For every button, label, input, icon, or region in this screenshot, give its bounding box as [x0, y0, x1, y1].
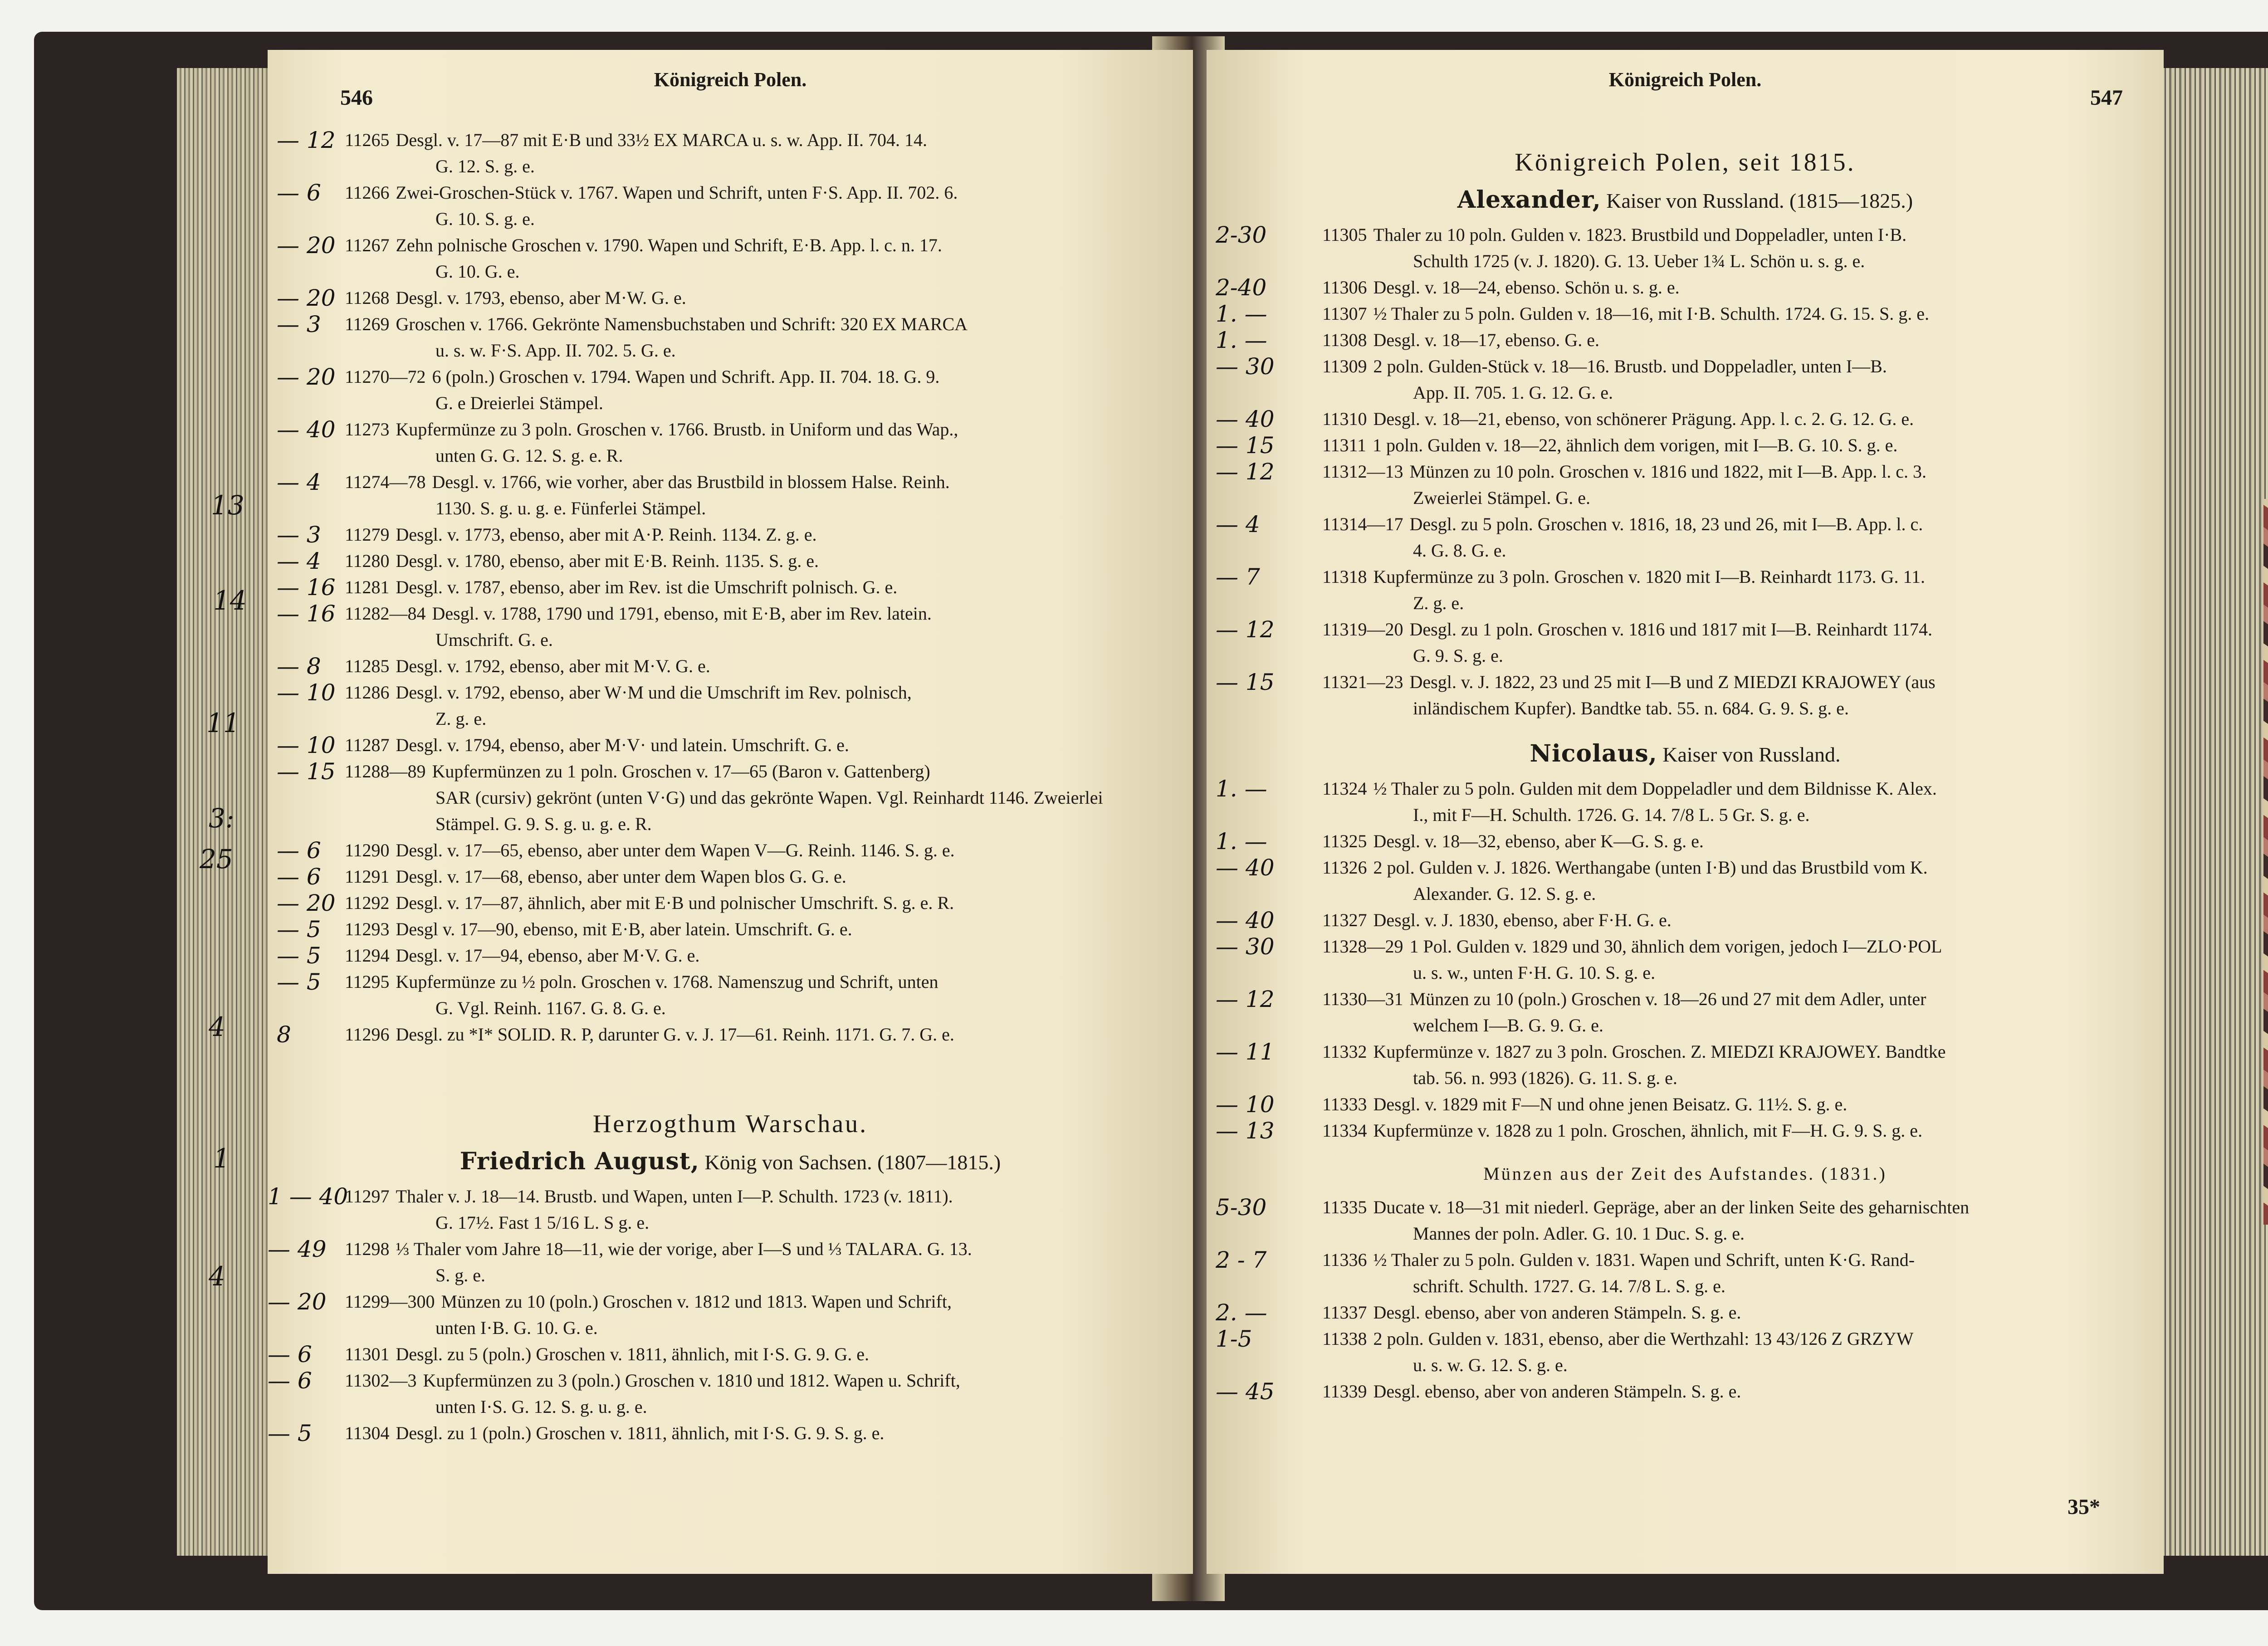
catalog-entry — [268, 1420, 1193, 1446]
entry-continuation: G. Vgl. Reinh. 1167. G. 8. G. e. — [435, 998, 666, 1018]
entry-continuation: I., mit F—H. Schulth. 1726. G. 14. 7/8 L. 5 Gr. S. g. e. — [1413, 805, 1810, 825]
entry-description: Desgl. zu *I* SOLID. R. P, darunter G. v. J. 17—61. Reinh. 1171. G. 7. G. e. — [396, 1024, 954, 1045]
lot-number: 11296 — [345, 1024, 390, 1045]
margin-note: 25 — [200, 844, 233, 874]
handwritten-price: — 15 — [1216, 432, 1275, 459]
ruler-title: König von Sachsen. (1807—1815.) — [704, 1151, 1001, 1174]
catalog-entry — [268, 864, 1193, 890]
entry-description: Desgl. v. 17—87 mit E·B und 33½ EX MARCA u. s. w. App. II. 704. 14. — [396, 130, 927, 150]
lot-number: 11304 — [345, 1423, 390, 1443]
ruler-heading-alexander — [1207, 186, 2164, 214]
entry-description: 6 (poln.) Groschen v. 1794. Wapen und Schrift. App. II. 704. 18. G. 9. — [432, 366, 940, 387]
catalog-entry — [268, 943, 1193, 969]
catalog-entry — [1207, 511, 2164, 564]
lot-number: 11268 — [345, 288, 390, 308]
catalog-entry — [268, 1289, 1193, 1341]
lot-number: 11335 — [1322, 1197, 1367, 1217]
entry-continuation: Z. g. e. — [1413, 593, 1464, 613]
lot-number: 11273 — [345, 419, 390, 440]
catalog-entry — [1207, 855, 2164, 907]
handwritten-price: — 40 — [1216, 406, 1275, 432]
lot-number: 11302—3 — [345, 1370, 417, 1391]
marbled-endpaper — [2263, 499, 2268, 1225]
catalog-entry — [268, 1368, 1193, 1420]
entry-description: Thaler zu 10 poln. Gulden v. 1823. Brustbild und Doppeladler, unten I·B. — [1373, 225, 1907, 245]
entry-description: 2 pol. Gulden v. J. 1826. Werthangabe (unten I·B) und das Brustbild vom K. — [1373, 857, 1928, 878]
lot-number: 11328—29 — [1322, 936, 1403, 957]
entry-continuation: unten I·B. G. 10. G. e. — [435, 1318, 598, 1338]
catalog-entry — [1207, 301, 2164, 327]
margin-note: 3: — [209, 803, 235, 834]
handwritten-price: — 10 — [277, 732, 336, 758]
entry-continuation: G. 9. S. g. e. — [1413, 645, 1503, 666]
entry-description: Kupfermünze zu ½ poln. Groschen v. 1768. Namenszug und Schrift, unten — [396, 972, 938, 992]
handwritten-price: — 3 — [277, 522, 321, 548]
margin-note: 4 — [209, 1011, 225, 1042]
catalog-entry — [268, 285, 1193, 311]
catalog-entry — [268, 1021, 1193, 1048]
lot-number: 11291 — [345, 866, 390, 887]
entry-continuation: G. 12. S. g. e. — [435, 156, 535, 176]
catalog-entry — [268, 653, 1193, 679]
catalog-entry — [268, 574, 1193, 601]
catalog-entry — [1207, 432, 2164, 459]
entry-description: ½ Thaler zu 5 poln. Gulden v. 18—16, mit I·B. Schulth. 1724. G. 15. S. g. e. — [1373, 303, 1929, 324]
lot-number: 11333 — [1322, 1094, 1367, 1114]
catalog-entry — [1207, 353, 2164, 406]
handwritten-price: — 12 — [277, 127, 336, 153]
handwritten-price: — 30 — [1216, 353, 1275, 380]
handwritten-price: — 6 — [277, 180, 321, 206]
lot-number: 11281 — [345, 577, 390, 597]
entry-continuation: welchem I—B. G. 9. G. e. — [1413, 1015, 1603, 1035]
catalog-entry — [1207, 907, 2164, 933]
entry-continuation: Umschrift. G. e. — [435, 630, 553, 650]
catalog-entry — [268, 311, 1193, 364]
entry-list-alexander — [1207, 222, 2164, 722]
section-title: Königreich Polen, seit 1815. — [1515, 148, 1856, 176]
handwritten-price: — 30 — [1216, 933, 1275, 960]
lot-number: 11311 — [1322, 435, 1367, 455]
entry-description: Desgl. ebenso, aber von anderen Stämpeln. S. g. e. — [1373, 1302, 1741, 1323]
catalog-entry — [1207, 1118, 2164, 1144]
entry-description: Desgl v. 17—90, ebenso, mit E·B, aber latein. Umschrift. G. e. — [396, 919, 852, 939]
catalog-entry — [268, 364, 1193, 416]
handwritten-price: — 40 — [1216, 855, 1275, 881]
entry-continuation: Z. g. e. — [435, 708, 487, 729]
entry-continuation: G. 17½. Fast 1 5/16 L. S g. e. — [435, 1212, 650, 1233]
entry-list-top — [268, 127, 1193, 1048]
catalog-entry — [1207, 222, 2164, 274]
entry-description: Desgl. zu 5 poln. Groschen v. 1816, 18, 23 und 26, mit I—B. App. l. c. — [1409, 514, 1923, 534]
lot-number: 11318 — [1322, 567, 1367, 587]
handwritten-price: — 4 — [277, 469, 321, 495]
page-number: 547 — [2090, 86, 2123, 110]
handwritten-price: — 5 — [277, 969, 321, 995]
catalog-entry — [1207, 459, 2164, 511]
entry-continuation: App. II. 705. 1. G. 12. G. e. — [1413, 382, 1613, 403]
lot-number: 11299—300 — [345, 1291, 435, 1312]
handwritten-price: — 20 — [277, 285, 336, 311]
lot-number: 11337 — [1322, 1302, 1367, 1323]
handwritten-price: 8 — [277, 1021, 291, 1048]
entry-description: ⅓ Thaler vom Jahre 18—11, wie der vorige, aber I—S und ⅓ TALARA. G. 13. — [396, 1239, 972, 1259]
handwritten-price: — 20 — [277, 232, 336, 259]
entry-continuation: inländischem Kupfer). Bandtke tab. 55. n. 684. G. 9. S. g. e. — [1413, 698, 1849, 718]
handwritten-price: — 16 — [277, 601, 336, 627]
lot-number: 11269 — [345, 314, 390, 334]
entry-description: Kupfermünzen zu 1 poln. Groschen v. 17—65 (Baron v. Gattenberg) — [432, 761, 930, 781]
catalog-entry — [1207, 1091, 2164, 1118]
entry-continuation: 1130. S. g. u. g. e. Fünferlei Stämpel. — [435, 498, 706, 518]
lot-number: 11321—23 — [1322, 672, 1403, 692]
catalog-entry — [268, 916, 1193, 943]
lot-number: 11334 — [1322, 1120, 1367, 1141]
lot-number: 11295 — [345, 972, 390, 992]
entry-continuation: Alexander. G. 12. S. g. e. — [1413, 884, 1596, 904]
margin-note: 14 — [213, 585, 247, 616]
entry-description: Desgl. v. J. 1830, ebenso, aber F·H. G. e. — [1373, 910, 1672, 930]
entry-description: Münzen zu 10 (poln.) Groschen v. 1812 und 1813. Wapen und Schrift, — [441, 1291, 952, 1312]
entry-description: Groschen v. 1766. Gekrönte Namensbuchstaben und Schrift: 320 EX MARCA — [396, 314, 968, 334]
entry-description: Münzen zu 10 poln. Groschen v. 1816 und 1822, mit I—B. App. l. c. 3. — [1409, 461, 1927, 482]
entry-description: Desgl. v. 17—68, ebenso, aber unter dem Wapen blos G. G. e. — [396, 866, 846, 887]
handwritten-price: — 10 — [1216, 1091, 1275, 1118]
entry-continuation: u. s. w., unten F·H. G. 10. S. g. e. — [1413, 962, 1656, 983]
lot-number: 11292 — [345, 893, 390, 913]
entry-continuation: S. g. e. — [435, 1265, 485, 1285]
handwritten-price: 1. — — [1216, 776, 1267, 802]
margin-note: 4 — [209, 1261, 225, 1292]
catalog-entry — [1207, 274, 2164, 301]
entry-description: Desgl. v. 17—87, ähnlich, aber mit E·B und polnischer Umschrift. S. g. e. R. — [396, 893, 954, 913]
catalog-entry — [268, 127, 1193, 180]
entry-description: Desgl. v. 1766, wie vorher, aber das Brustbild in blossem Halse. Reinh. — [432, 472, 950, 492]
handwritten-price: — 49 — [268, 1236, 327, 1262]
entry-description: Desgl. v. 17—94, ebenso, aber M·V. G. e. — [396, 945, 700, 966]
lot-number: 11267 — [345, 235, 390, 255]
handwritten-price: 2 - 7 — [1216, 1247, 1267, 1273]
kingdom-section — [1207, 132, 2164, 1405]
duchy-section — [268, 1093, 1193, 1446]
handwritten-price: — 6 — [277, 837, 321, 864]
handwritten-price: — 3 — [277, 311, 321, 337]
entry-continuation: schrift. Schulth. 1727. G. 14. 7/8 L. S. g. e. — [1413, 1276, 1725, 1296]
catalog-entry — [268, 232, 1193, 285]
catalog-entry — [268, 837, 1193, 864]
handwritten-price: — 20 — [277, 890, 336, 916]
entry-description: Desgl. zu 1 poln. Groschen v. 1816 und 1817 mit I—B. Reinhardt 1174. — [1409, 619, 1932, 640]
lot-number: 11306 — [1322, 277, 1367, 298]
ruler-name: Friedrich August, — [459, 1148, 699, 1175]
handwritten-price: — 4 — [1216, 511, 1260, 537]
subsection-title: Münzen aus der Zeit des Aufstandes. (1831.) — [1483, 1163, 1887, 1184]
catalog-entry — [1207, 564, 2164, 616]
catalog-entry — [268, 758, 1193, 837]
ruler-title: Kaiser von Russland. (1815—1825.) — [1606, 189, 1913, 212]
page-number: 546 — [340, 86, 373, 110]
handwritten-price: — 6 — [277, 864, 321, 890]
catalog-entry — [268, 679, 1193, 732]
entry-description: 2 poln. Gulden v. 1831, ebenso, aber die Werthzahl: 13 43/126 Z GRZYW — [1373, 1329, 1914, 1349]
handwritten-price: — 11 — [1216, 1039, 1275, 1065]
entry-continuation: unten I·S. G. 12. S. g. u. g. e. — [435, 1397, 647, 1417]
lot-number: 11287 — [345, 735, 390, 755]
catalog-entry — [1207, 776, 2164, 828]
ruler-heading — [268, 1148, 1193, 1175]
running-head: Königreich Polen. — [654, 68, 807, 91]
handwritten-price: 2-40 — [1216, 274, 1267, 301]
entry-continuation: G. 10. S. g. e. — [435, 209, 535, 229]
catalog-entry — [1207, 933, 2164, 986]
lot-number: 11265 — [345, 130, 390, 150]
lot-number: 11290 — [345, 840, 390, 860]
handwritten-price: — 5 — [277, 943, 321, 969]
lot-number: 11324 — [1322, 778, 1367, 799]
lot-number: 11294 — [345, 945, 390, 966]
lot-number: 11308 — [1322, 330, 1367, 350]
entry-continuation: Mannes der poln. Adler. G. 10. 1 Duc. S. g. e. — [1413, 1223, 1745, 1244]
entry-description: 1 poln. Gulden v. 18—22, ähnlich dem vorigen, mit I—B. G. 10. S. g. e. — [1373, 435, 1898, 455]
entry-description: Desgl. v. 18—24, ebenso. Schön u. s. g. e. — [1373, 277, 1680, 298]
catalog-entry — [1207, 986, 2164, 1039]
entry-continuation: u. s. w. G. 12. S. g. e. — [1413, 1355, 1568, 1375]
lot-number: 11314—17 — [1322, 514, 1403, 534]
handwritten-price: — 5 — [277, 916, 321, 943]
entry-description: Kupfermünze zu 3 poln. Groschen v. 1766. Brustb. in Uniform und das Wap., — [396, 419, 958, 440]
entry-description: Desgl. v. 1792, ebenso, aber mit M·V. G. e. — [396, 656, 710, 676]
lot-number: 11338 — [1322, 1329, 1367, 1349]
catalog-entry — [1207, 406, 2164, 432]
handwritten-price: — 15 — [277, 758, 336, 785]
lot-number: 11279 — [345, 524, 390, 545]
handwritten-price: — 20 — [277, 364, 336, 390]
lot-number: 11327 — [1322, 910, 1367, 930]
entry-continuation: G. e Dreierlei Stämpel. — [435, 393, 603, 413]
ruler-name: Nicolaus, — [1530, 740, 1657, 767]
handwritten-price: — 12 — [1216, 616, 1275, 643]
entry-description: Thaler v. J. 18—14. Brustb. und Wapen, unten I—P. Schulth. 1723 (v. 1811). — [396, 1186, 953, 1206]
entry-description: Kupfermünze v. 1828 zu 1 poln. Groschen, ähnlich, mit F—H. G. 9. S. g. e. — [1373, 1120, 1923, 1141]
catalog-entry — [1207, 1326, 2164, 1378]
catalog-entry — [268, 1236, 1193, 1289]
handwritten-price: — 8 — [277, 653, 321, 679]
entry-description: Desgl. v. 1773, ebenso, aber mit A·P. Reinh. 1134. Z. g. e. — [396, 524, 817, 545]
lot-number: 11266 — [345, 182, 390, 203]
right-page — [1207, 50, 2164, 1574]
ruler-heading-nicolaus — [1207, 740, 2164, 767]
entry-continuation: unten G. G. 12. S. g. e. R. — [435, 445, 623, 466]
catalog-entry — [268, 548, 1193, 574]
handwritten-price: 1. — — [1216, 828, 1267, 855]
handwritten-price: 1 — 40 — [268, 1183, 348, 1210]
handwritten-price: 1. — — [1216, 301, 1267, 327]
lot-number: 11280 — [345, 551, 390, 571]
catalog-entry — [1207, 327, 2164, 353]
catalog-entry — [268, 969, 1193, 1021]
handwritten-price: — 45 — [1216, 1378, 1275, 1405]
catalog-entry — [1207, 1194, 2164, 1247]
lot-number: 11285 — [345, 656, 390, 676]
entry-description: ½ Thaler zu 5 poln. Gulden v. 1831. Wapen und Schrift, unten K·G. Rand- — [1373, 1250, 1915, 1270]
lot-number: 11330—31 — [1322, 989, 1403, 1009]
entry-description: Desgl. v. 18—32, ebenso, aber K—G. S. g. e. — [1373, 831, 1704, 851]
lot-number: 11339 — [1322, 1381, 1367, 1402]
catalog-entry — [268, 180, 1193, 232]
signature-mark: 35* — [2068, 1495, 2100, 1519]
catalog-entry — [268, 522, 1193, 548]
catalog-entry — [1207, 1299, 2164, 1326]
entry-continuation: Schulth 1725 (v. J. 1820). G. 13. Ueber 1¾ L. Schön u. s. g. e. — [1413, 251, 1865, 271]
entry-description: Desgl. ebenso, aber von anderen Stämpeln. S. g. e. — [1373, 1381, 1741, 1402]
entry-continuation: tab. 56. n. 993 (1826). G. 11. S. g. e. — [1413, 1068, 1677, 1088]
running-head: Königreich Polen. — [1608, 68, 1762, 91]
ruler-title: Kaiser von Russland. — [1662, 743, 1841, 766]
entry-list-bottom — [268, 1183, 1193, 1446]
entry-continuation: u. s. w. F·S. App. II. 702. 5. G. e. — [435, 340, 676, 361]
handwritten-price: — 15 — [1216, 669, 1275, 695]
lot-number: 11336 — [1322, 1250, 1367, 1270]
entry-description: Zehn polnische Groschen v. 1790. Wapen und Schrift, E·B. App. l. c. n. 17. — [396, 235, 942, 255]
lot-number: 11309 — [1322, 356, 1367, 376]
lot-number: 11293 — [345, 919, 390, 939]
entry-description: Desgl. v. 1829 mit F—N und ohne jenen Beisatz. G. 11½. S. g. e. — [1373, 1094, 1848, 1114]
entry-description: ½ Thaler zu 5 poln. Gulden mit dem Doppeladler und dem Bildnisse K. Alex. — [1373, 778, 1937, 799]
entry-description: Desgl. v. 17—65, ebenso, aber unter dem Wapen V—G. Reinh. 1146. S. g. e. — [396, 840, 955, 860]
handwritten-price: — 7 — [1216, 564, 1260, 590]
entry-description: Desgl. v. 18—21, ebenso, von schönerer Prägung. App. l. c. 2. G. 12. G. e. — [1373, 409, 1914, 429]
lot-number: 11310 — [1322, 409, 1367, 429]
handwritten-price: — 12 — [1216, 986, 1275, 1012]
lot-number: 11305 — [1322, 225, 1367, 245]
margin-note: 13 — [211, 490, 244, 521]
entry-description: 2 poln. Gulden-Stück v. 18—16. Brustb. und Doppeladler, unten I—B. — [1373, 356, 1887, 376]
handwritten-price: 2. — — [1216, 1299, 1267, 1326]
lot-number: 11270—72 — [345, 366, 426, 387]
lot-number: 11282—84 — [345, 603, 426, 624]
entry-continuation: SAR (cursiv) gekrönt (unten V·G) und das gekrönte Wapen. Vgl. Reinhardt 1146. Zweierlei Stämpel. G. 9. S. g. u. g. e. R. — [435, 787, 1103, 834]
handwritten-price: 5-30 — [1216, 1194, 1267, 1221]
handwritten-price: — 4 — [277, 548, 321, 574]
entry-description: Zwei-Groschen-Stück v. 1767. Wapen und Schrift, unten F·S. App. II. 702. 6. — [396, 182, 958, 203]
entry-description: Desgl. v. 18—17, ebenso. G. e. — [1373, 330, 1599, 350]
catalog-entry — [268, 732, 1193, 758]
catalog-entry — [268, 601, 1193, 653]
entry-list-nicolaus — [1207, 776, 2164, 1144]
lot-number: 11298 — [345, 1239, 390, 1259]
catalog-entry — [1207, 1378, 2164, 1405]
catalog-entry — [1207, 1039, 2164, 1091]
handwritten-price: 1-5 — [1216, 1326, 1252, 1352]
lot-number: 11297 — [345, 1186, 390, 1206]
entry-list-uprising — [1207, 1194, 2164, 1405]
lot-number: 11326 — [1322, 857, 1367, 878]
entry-description: Münzen zu 10 (poln.) Groschen v. 18—26 und 27 mit dem Adler, unter — [1409, 989, 1926, 1009]
entry-description: Desgl. v. 1788, 1790 und 1791, ebenso, mit E·B, aber im Rev. latein. — [432, 603, 932, 624]
catalog-entry — [268, 469, 1193, 522]
margin-note: 1 — [213, 1143, 230, 1174]
catalog-entry — [268, 416, 1193, 469]
entry-continuation: 4. G. 8. G. e. — [1413, 540, 1506, 561]
handwritten-price: — 16 — [277, 574, 336, 601]
catalog-entry — [268, 890, 1193, 916]
lot-number: 11286 — [345, 682, 390, 703]
catalog-entry — [268, 1183, 1193, 1236]
handwritten-price: 1. — — [1216, 327, 1267, 353]
lot-number: 11288—89 — [345, 761, 426, 781]
catalog-entry — [1207, 1247, 2164, 1299]
entry-description: Desgl. v. J. 1822, 23 und 25 mit I—B und Z MIEDZI KRAJOWEY (aus — [1409, 672, 1936, 692]
handwritten-price: — 20 — [268, 1289, 327, 1315]
entry-description: Desgl. v. 1794, ebenso, aber M·V· und latein. Umschrift. G. e. — [396, 735, 849, 755]
lot-number: 11301 — [345, 1344, 390, 1364]
lot-number: 11325 — [1322, 831, 1367, 851]
entry-description: Desgl. v. 1793, ebenso, aber M·W. G. e. — [396, 288, 686, 308]
lot-number: 11332 — [1322, 1041, 1367, 1062]
entry-description: Desgl. v. 1780, ebenso, aber mit E·B. Reinh. 1135. S. g. e. — [396, 551, 819, 571]
handwritten-price: — 40 — [1216, 907, 1275, 933]
entry-description: 1 Pol. Gulden v. 1829 und 30, ähnlich dem vorigen, jedoch I—ZLO·POL — [1409, 936, 1942, 957]
entry-description: Desgl. v. 1787, ebenso, aber im Rev. ist die Umschrift polnisch. G. e. — [396, 577, 898, 597]
right-page-edges — [2159, 68, 2268, 1556]
handwritten-price: — 40 — [277, 416, 336, 443]
entry-description: Kupfermünzen zu 3 (poln.) Groschen v. 1810 und 1812. Wapen u. Schrift, — [423, 1370, 960, 1391]
handwritten-price: — 6 — [268, 1368, 312, 1394]
entry-description: Kupfermünze v. 1827 zu 3 poln. Groschen. Z. MIEDZI KRAJOWEY. Bandtke — [1373, 1041, 1946, 1062]
lot-number: 11274—78 — [345, 472, 426, 492]
left-page — [268, 50, 1193, 1574]
entry-description: Desgl. v. 1792, ebenso, aber W·M und die Umschrift im Rev. polnisch, — [396, 682, 912, 703]
catalog-entry — [1207, 616, 2164, 669]
handwritten-price: 2-30 — [1216, 222, 1267, 248]
entry-description: Kupfermünze zu 3 poln. Groschen v. 1820 mit I—B. Reinhardt 1173. G. 11. — [1373, 567, 1925, 587]
catalog-entry — [268, 1341, 1193, 1368]
lot-number: 11307 — [1322, 303, 1367, 324]
section-title: Herzogthum Warschau. — [592, 1110, 868, 1138]
handwritten-price: — 13 — [1216, 1118, 1275, 1144]
handwritten-price: — 6 — [268, 1341, 312, 1368]
lot-number: 11312—13 — [1322, 461, 1403, 482]
margin-note: 11 — [206, 708, 240, 738]
entry-continuation: G. 10. G. e. — [435, 261, 520, 282]
ruler-name: Alexander, — [1457, 186, 1601, 214]
handwritten-price: — 10 — [277, 679, 336, 706]
lot-number: 11319—20 — [1322, 619, 1403, 640]
catalog-entry — [1207, 828, 2164, 855]
handwritten-price: — 5 — [268, 1420, 312, 1446]
entry-description: Desgl. zu 5 (poln.) Groschen v. 1811, ähnlich, mit I·S. G. 9. G. e. — [396, 1344, 870, 1364]
entry-description: Desgl. zu 1 (poln.) Groschen v. 1811, ähnlich, mit I·S. G. 9. S. g. e. — [396, 1423, 885, 1443]
handwritten-price: — 12 — [1216, 459, 1275, 485]
catalog-entry — [1207, 669, 2164, 722]
entry-description: Ducate v. 18—31 mit niederl. Gepräge, aber an der linken Seite des geharnischten — [1373, 1197, 1970, 1217]
entry-continuation: Zweierlei Stämpel. G. e. — [1413, 488, 1590, 508]
